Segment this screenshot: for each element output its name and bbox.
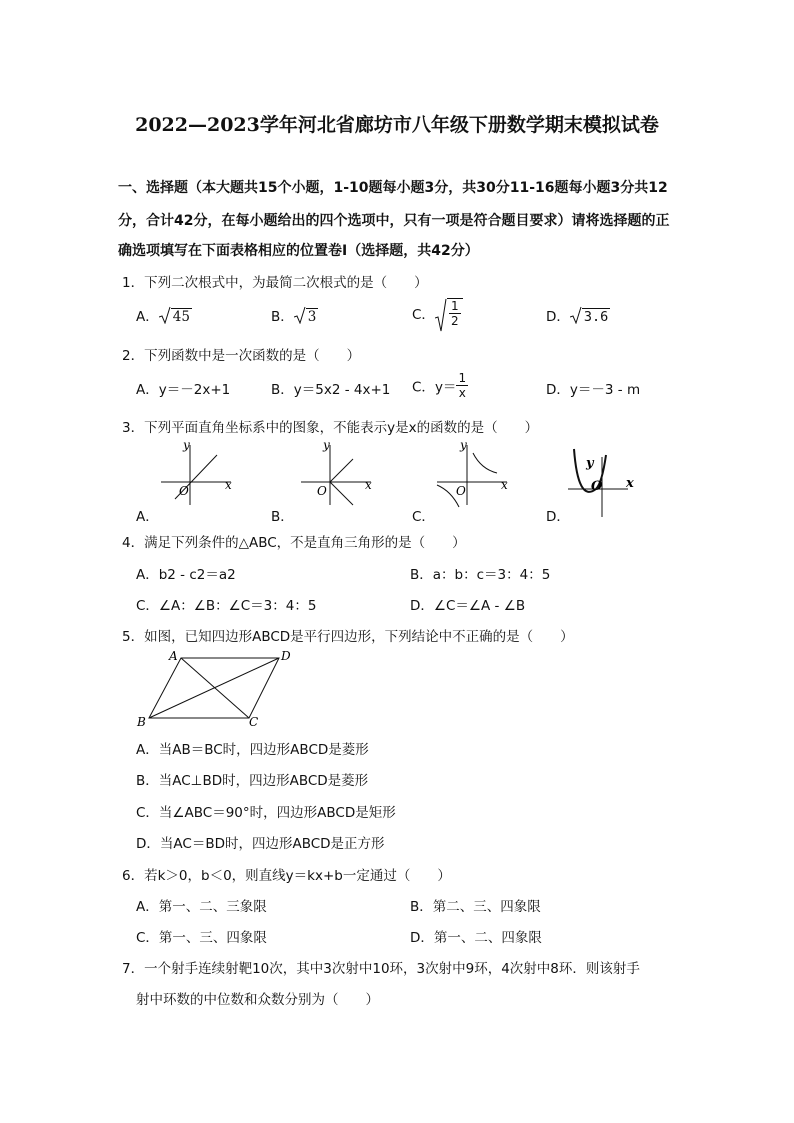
radicand: 45 xyxy=(172,309,190,325)
radical-sign xyxy=(435,298,463,328)
x-axis-label: x xyxy=(365,478,372,492)
question-3-stem: 3．下列平面直角坐标系中的图象，不能表示y是x的函数的是（ ） xyxy=(122,420,539,436)
y-axis-label: y xyxy=(586,456,594,471)
x-axis-label: x xyxy=(626,476,634,491)
radical-icon xyxy=(435,298,447,332)
question-4-option-c: C．∠A：∠B：∠C＝3：4：5 xyxy=(136,598,317,614)
question-1-option-d xyxy=(546,305,610,325)
ray-down xyxy=(330,482,353,505)
origin-label: O xyxy=(317,484,327,498)
x-axis-label: x xyxy=(501,478,508,492)
vertex-label-c: C xyxy=(249,715,259,729)
radical-sign xyxy=(294,308,319,325)
question-2-option-a: A．y＝－2x+1 xyxy=(136,382,231,398)
expression: y＝－3 - m xyxy=(569,382,641,398)
radicand: 3.6 xyxy=(583,309,609,325)
question-4-option-b: B．a：b：c＝3：4：5 xyxy=(410,567,551,583)
x-axis-label: x xyxy=(225,478,232,492)
origin-label: O xyxy=(456,484,466,498)
graph-c xyxy=(433,437,513,517)
question-5-option-a: A．当AB＝BC时，四边形ABCD是菱形 xyxy=(136,742,369,758)
question-2-option-d: D．y＝－3 - m xyxy=(546,382,641,398)
radical-icon xyxy=(159,306,171,324)
ray-up xyxy=(330,459,353,482)
fraction: $\frac{1}{x}$ xyxy=(458,371,467,400)
question-7-line-2: 射中环数的中位数和众数分别为（ ） xyxy=(136,992,379,1008)
question-1-option-b xyxy=(271,305,318,325)
fraction: $\frac{1}{2}$ xyxy=(450,299,459,328)
question-5-stem: 5．如图，已知四边形ABCD是平行四边形，下列结论中不正确的是（ ） xyxy=(122,629,574,645)
graph-a xyxy=(155,437,235,507)
origin-label: O xyxy=(591,479,603,494)
vertex-label-d: D xyxy=(281,649,291,663)
vertex-label-b: B xyxy=(137,715,146,729)
vertex-label-a: A xyxy=(169,649,178,663)
y-axis-label: y xyxy=(323,438,330,452)
option-label: D． xyxy=(546,309,570,325)
question-4-stem: 4．满足下列条件的△ABC，不是直角三角形的是（ ） xyxy=(122,535,466,551)
y-axis-label: y xyxy=(183,438,190,452)
expression: y＝5x2 - 4x+1 xyxy=(293,382,391,398)
radical-sign xyxy=(159,308,192,325)
question-5-option-c: C．当∠ABC＝90°时，四边形ABCD是矩形 xyxy=(136,805,396,821)
question-7-line-1: 7．一个射手连续射靶10次，其中3次射中10环，3次射中9环，4次射中8环．则该射手 xyxy=(122,961,640,977)
parallelogram-figure xyxy=(135,646,300,732)
question-2-option-b: B．y＝5x2 - 4x+1 xyxy=(271,382,391,398)
question-5-option-d: D．当AC＝BD时，四边形ABCD是正方形 xyxy=(136,836,385,852)
option-label: B． xyxy=(271,309,294,325)
radical-icon xyxy=(294,306,306,324)
question-6-option-a: A．第一、二、三象限 xyxy=(136,899,267,915)
question-1-stem: 1．下列二次根式中，为最简二次根式的是（ ） xyxy=(122,275,428,291)
question-1-option-c xyxy=(412,298,463,328)
option-label: C． xyxy=(412,307,435,323)
origin-label: O xyxy=(179,484,189,498)
y-axis-label: y xyxy=(460,438,467,452)
question-6-option-b: B．第二、三、四象限 xyxy=(410,899,541,915)
expression: y＝－2x+1 xyxy=(158,382,231,398)
section-header-line-1: 一、选择题（本大题共15个小题，1-10题每小题3分，共30分11-16题每小题3分共12 xyxy=(118,180,668,196)
question-3-option-a-label: A． xyxy=(136,509,159,525)
question-6-option-c: C．第一、三、四象限 xyxy=(136,930,267,946)
section-header-line-3: 确选项填写在下面表格相应的位置卷Ⅰ（选择题，共42分） xyxy=(118,243,479,259)
question-4-option-d: D．∠C＝∠A - ∠B xyxy=(410,598,526,614)
graph-b xyxy=(295,437,375,507)
question-5-option-b: B．当AC⊥BD时，四边形ABCD是菱形 xyxy=(136,773,369,789)
radicand: 3 xyxy=(307,309,317,325)
question-3-option-d-label: D． xyxy=(546,509,570,525)
question-3-option-c-label: C． xyxy=(412,509,435,525)
question-3-option-b-label: B． xyxy=(271,509,294,525)
section-header-line-2: 分，合计42分，在每小题给出的四个选项中，只有一项是符合题目要求）请将选择题的正 xyxy=(118,213,670,229)
question-6-option-d: D．第一、二、四象限 xyxy=(410,930,542,946)
question-2-option-c: C．y＝ $\frac{1}{x}$ xyxy=(412,371,467,400)
radical-icon xyxy=(570,306,582,324)
question-2-stem: 2．下列函数中是一次函数的是（ ） xyxy=(122,348,361,364)
diagonal-bd xyxy=(149,658,279,718)
option-label: A． xyxy=(136,309,159,325)
question-4-option-a: A．b2 - c2＝a2 xyxy=(136,567,236,583)
radical-sign xyxy=(570,308,610,325)
question-1-option-a xyxy=(136,305,192,325)
question-6-stem: 6．若k＞0，b＜0，则直线y＝kx+b一定通过（ ） xyxy=(122,868,451,884)
page-title: 2022—2023学年河北省廊坊市八年级下册数学期末模拟试卷 xyxy=(135,114,659,136)
hyperbola-branch-1 xyxy=(473,453,497,473)
graph-d xyxy=(568,445,648,520)
